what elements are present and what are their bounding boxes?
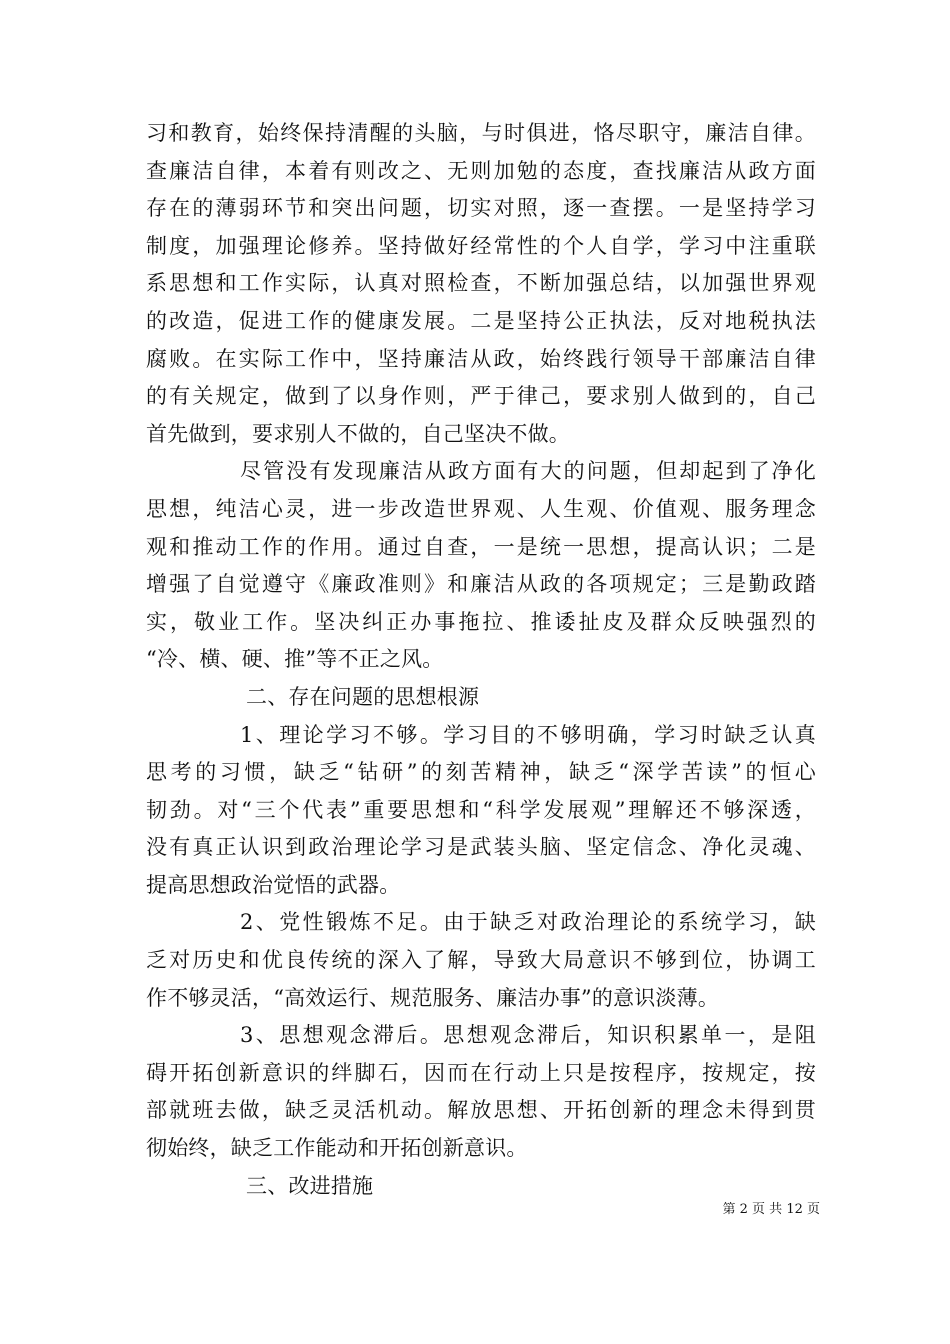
text-line: “冷、横、硬、推”等不正之风。: [146, 647, 444, 672]
text-line: 1、理论学习不够。学习目的不够明确，学习时缺乏认真: [240, 722, 816, 747]
text-line: 提高思想政治觉悟的武器。: [146, 872, 401, 897]
text-line: 乏对历史和优良传统的深入了解，导致大局意识不够到位，协调工: [146, 948, 816, 973]
text-line: 作不够灵活，“高效运行、规范服务、廉洁办事”的意识淡薄。: [146, 985, 720, 1010]
text-line: 存在的薄弱环节和突出问题，切实对照，逐一查摆。一是坚持学习: [146, 196, 816, 221]
text-line: 腐败。在实际工作中，坚持廉洁从政，始终践行领导干部廉洁自律: [146, 346, 816, 371]
text-line: 的有关规定，做到了以身作则，严于律己，要求别人做到的，自己: [146, 384, 816, 409]
text-line: 增强了自觉遵守《廉政准则》和廉洁从政的各项规定；三是勤政踏: [146, 572, 816, 597]
text-line: 观和推动工作的作用。通过自查，一是统一思想，提高认识；二是: [146, 534, 816, 559]
text-line: 的改造，促进工作的健康发展。二是坚持公正执法，反对地税执法: [146, 308, 816, 333]
text-line: 习和教育，始终保持清醒的头脑，与时俱进，恪尽职守，廉洁自律。: [146, 121, 816, 145]
text-line: 尽管没有发现廉洁从政方面有大的问题，但却起到了净化: [240, 459, 816, 484]
text-line: 韧劲。对“三个代表”重要思想和“科学发展观”理解还不够深透，: [146, 797, 816, 822]
text-line: 实，敬业工作。坚决纠正办事拖拉、推诿扯皮及群众反映强烈的: [146, 609, 816, 634]
section-heading: 三、改进措施: [246, 1173, 374, 1198]
text-line: 碍开拓创新意识的绊脚石，因而在行动上只是按程序，按规定，按: [146, 1060, 816, 1085]
text-line: 系思想和工作实际，认真对照检查，不断加强总结，以加强世界观: [146, 271, 816, 296]
text-line: 首先做到，要求别人不做的，自己坚决不做。: [146, 421, 570, 446]
document-body: [146, 115, 816, 1205]
text-line: 部就班去做，缺乏灵活机动。解放思想、开拓创新的理念未得到贯: [146, 1098, 816, 1123]
text-line: 2、党性锻炼不足。由于缺乏对政治理论的系统学习，缺: [240, 910, 816, 935]
text-line: 制度，加强理论修养。坚持做好经常性的个人自学，学习中注重联: [146, 233, 816, 258]
text-line: 思想，纯洁心灵，进一步改造世界观、人生观、价值观、服务理念: [146, 496, 816, 521]
text-line: 3、思想观念滞后。思想观念滞后，知识积累单一，是阻: [240, 1023, 816, 1048]
text-line: 查廉洁自律，本着有则改之、无则加勉的态度，查找廉洁从政方面: [146, 158, 816, 183]
page-footer: 第 2 页 共 12 页: [722, 1202, 820, 1217]
section-heading: 二、存在问题的思想根源: [246, 684, 480, 709]
text-line: 彻始终，缺乏工作能动和开拓创新意识。: [146, 1136, 528, 1161]
text-line: 思考的习惯，缺乏“钻研”的刻苦精神，缺乏“深学苦读”的恒心: [146, 760, 816, 785]
text-line: 没有真正认识到政治理论学习是武装头脑、坚定信念、净化灵魂、: [146, 835, 816, 860]
